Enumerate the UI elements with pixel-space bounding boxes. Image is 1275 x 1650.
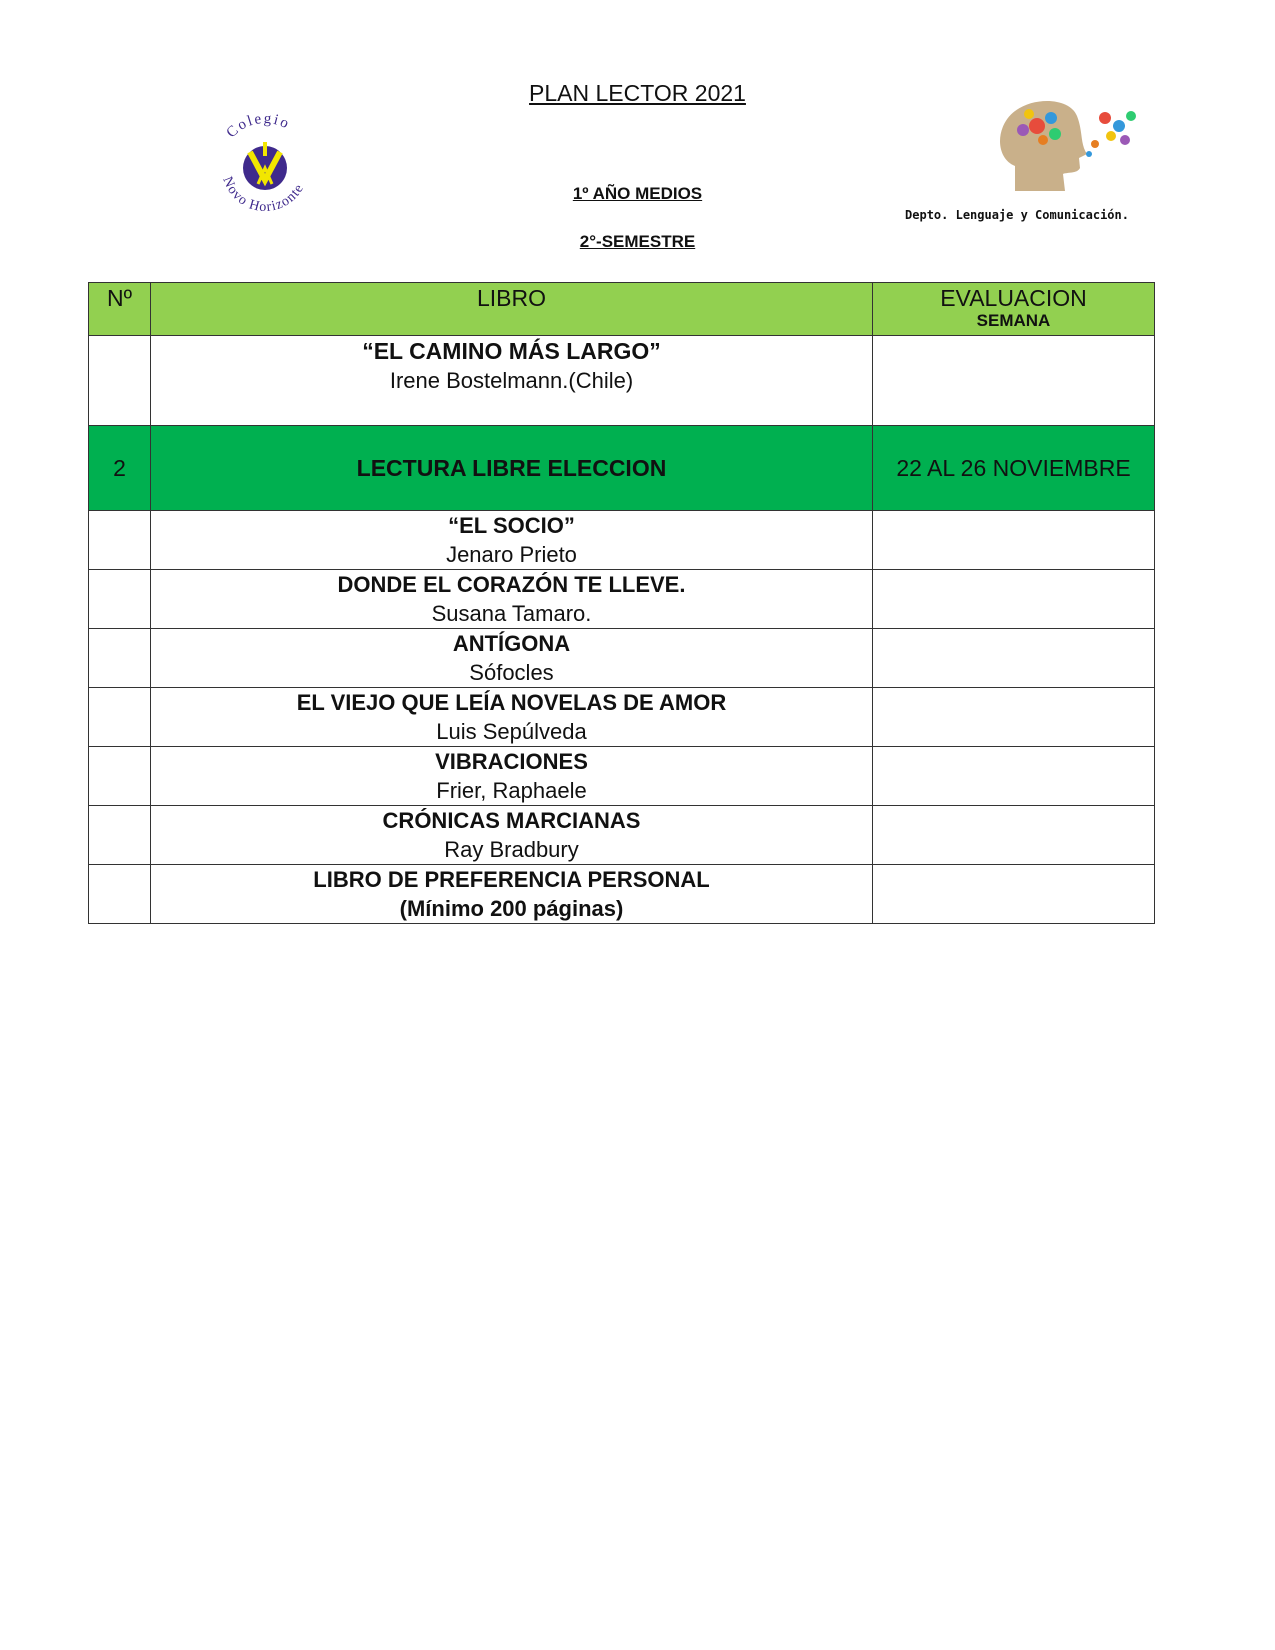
row-eval — [873, 747, 1155, 806]
row-book — [151, 511, 873, 570]
header-num: Nº — [89, 283, 151, 336]
row-book — [151, 806, 873, 865]
school-logo — [200, 108, 330, 226]
book-title: “EL SOCIO” — [448, 513, 575, 538]
department-logo — [985, 96, 1145, 196]
book-note: (Mínimo 200 páginas) — [399, 896, 624, 921]
book-author: Jenaro Prieto — [446, 542, 577, 567]
svg-text:Colegio: Colegio — [223, 110, 293, 142]
row-num — [89, 747, 151, 806]
row-eval — [873, 511, 1155, 570]
table-row — [89, 336, 1155, 426]
book-title: ANTÍGONA — [452, 631, 571, 656]
row-eval — [873, 336, 1155, 426]
row-num: 2 — [89, 426, 151, 511]
row-book — [151, 570, 873, 629]
book-author: Luis Sepúlveda — [436, 719, 587, 744]
row-num — [89, 865, 151, 924]
row-eval — [873, 570, 1155, 629]
row-book — [151, 747, 873, 806]
table-header-row — [89, 283, 1155, 336]
book-author: Ray Bradbury — [444, 837, 579, 862]
department-caption: Depto. Lenguaje y Comunicación. — [905, 208, 1129, 222]
row-eval — [873, 629, 1155, 688]
book-title: DONDE EL CORAZÓN TE LLEVE. — [337, 572, 686, 597]
book-title: “EL CAMINO MÁS LARGO” — [362, 338, 661, 364]
row-eval — [873, 865, 1155, 924]
table-row — [89, 511, 1155, 570]
table-row — [89, 629, 1155, 688]
header-book: LIBRO — [151, 283, 873, 336]
row-book: LECTURA LIBRE ELECCION — [151, 426, 873, 511]
table-row — [89, 570, 1155, 629]
table-row — [89, 865, 1155, 924]
reading-plan-table — [88, 282, 1155, 924]
table-row — [89, 747, 1155, 806]
svg-text:Novo Horizonte: Novo Horizonte — [219, 174, 308, 216]
row-num — [89, 511, 151, 570]
book-author: Sófocles — [469, 660, 554, 685]
page-title: PLAN LECTOR 2021 — [529, 80, 746, 106]
book-author: Frier, Raphaele — [436, 778, 587, 803]
table-row — [89, 806, 1155, 865]
row-num — [89, 629, 151, 688]
book-title: LIBRO DE PREFERENCIA PERSONAL — [313, 867, 710, 892]
row-num — [89, 806, 151, 865]
book-title: CRÓNICAS MARCIANAS — [382, 808, 641, 833]
book-title: VIBRACIONES — [435, 749, 588, 774]
header-eval: EVALUACION SEMANA — [873, 283, 1155, 336]
table-row-highlight — [89, 426, 1155, 511]
row-num — [89, 570, 151, 629]
book-author: Irene Bostelmann.(Chile) — [389, 368, 634, 393]
row-eval — [873, 688, 1155, 747]
book-title: EL VIEJO QUE LEÍA NOVELAS DE AMOR — [296, 690, 727, 715]
row-eval: 22 AL 26 NOVIEMBRE — [873, 426, 1155, 511]
row-num — [89, 688, 151, 747]
semester-subtitle: 2°-SEMESTRE — [579, 232, 696, 251]
row-book — [151, 629, 873, 688]
row-book — [151, 865, 873, 924]
book-author: Susana Tamaro. — [431, 601, 592, 626]
header-eval-sub: SEMANA — [976, 311, 1051, 330]
row-book — [151, 336, 873, 426]
row-num — [89, 336, 151, 426]
row-book — [151, 688, 873, 747]
grade-subtitle: 1º AÑO MEDIOS — [572, 184, 703, 203]
row-eval — [873, 806, 1155, 865]
table-row — [89, 688, 1155, 747]
